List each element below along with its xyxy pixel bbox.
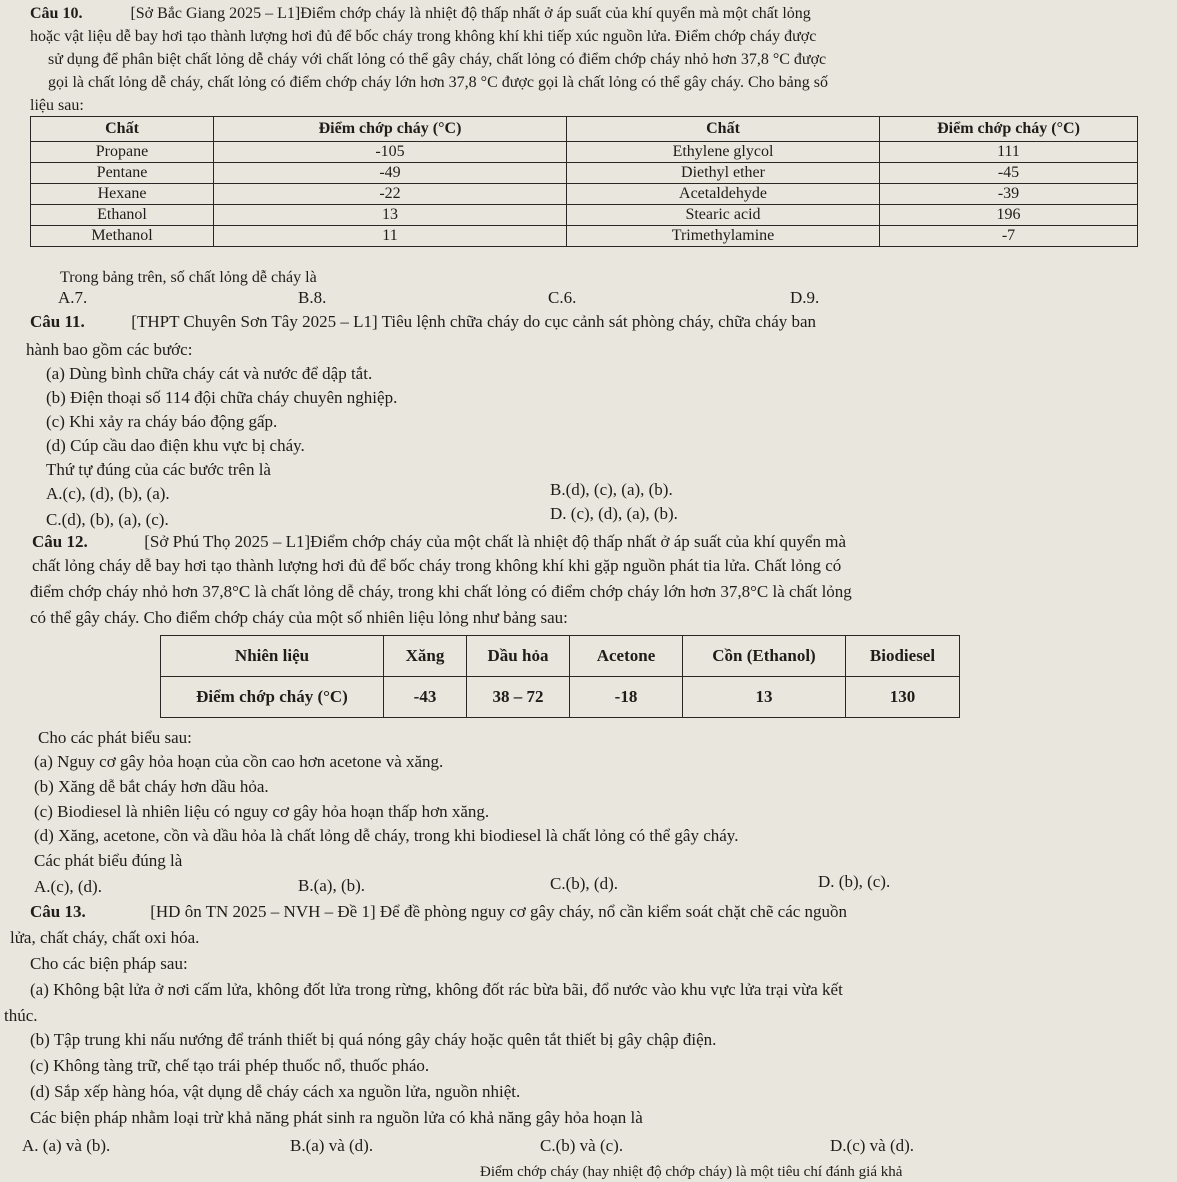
table-header-cell: Chất — [567, 117, 880, 142]
q13-intro-line1 — [30, 902, 847, 922]
q11-intro-line1 — [30, 312, 816, 332]
q12-item-a: (a) Nguy cơ gây hỏa hoạn của cồn cao hơn acetone và xăng. — [34, 752, 444, 771]
table-cell: -7 — [880, 226, 1138, 247]
q12-intro-line3: điểm chớp cháy nhỏ hơn 37,8°C là chất lỏng dễ cháy, trong khi chất lỏng có điểm chớp cháy lớn hơn 37,8°C là chất lỏng — [30, 582, 852, 601]
q12-option-d[interactable]: D. (b), (c). — [818, 872, 891, 891]
table-cell: 11 — [214, 226, 567, 247]
table-cell: 130 — [846, 677, 960, 718]
table-cell: -22 — [214, 184, 567, 205]
table-cell: 196 — [880, 205, 1138, 226]
q13-intro-line2: lửa, chất cháy, chất oxi hóa. — [10, 928, 200, 947]
q11-intro-text1: [THPT Chuyên Sơn Tây 2025 – L1] Tiêu lệnh chữa cháy do cục cảnh sát phòng cháy, chữa cháy ban — [131, 312, 817, 331]
q13-option-c[interactable]: C.(b) và (c). — [540, 1136, 624, 1155]
q11-item-b: (b) Điện thoại số 114 đội chữa cháy chuyên nghiệp. — [46, 388, 398, 407]
q13-item-b: (b) Tập trung khi nấu nướng để tránh thiết bị quá nóng gây cháy hoặc quên tắt thiết bị gây chập điện. — [30, 1030, 717, 1049]
q10-option-a[interactable]: A.7. — [58, 288, 88, 307]
q10-flashpoint-table — [30, 116, 1138, 247]
q13-item-a-line1: (a) Không bật lửa ở nơi cấm lửa, không đốt lửa trong rừng, không đốt rác bừa bãi, đổ nước vào khu vực lửa trại vừa kết — [30, 980, 843, 999]
q13-option-a[interactable]: A. (a) và (b). — [22, 1136, 111, 1155]
table-cell: Acetone — [570, 636, 683, 677]
q12-intro-line2: chất lỏng cháy dễ bay hơi tạo thành lượng hơi đủ để bốc cháy trong không khí khi gặp nguồn phát tia lửa. Chất lỏng có — [32, 556, 842, 575]
q12-item-c: (c) Biodiesel là nhiên liệu có nguy cơ gây hỏa hoạn thấp hơn xăng. — [34, 802, 490, 821]
q10-option-d[interactable]: D.9. — [790, 288, 820, 307]
q13-item-c: (c) Không tàng trữ, chế tạo trái phép thuốc nổ, thuốc pháo. — [30, 1056, 430, 1075]
q10-intro-text1: [Sở Bắc Giang 2025 – L1]Điểm chớp cháy là nhiệt độ thấp nhất ở áp suất của khí quyển mà một chất lỏng — [130, 5, 811, 22]
q12-option-a[interactable]: A.(c), (d). — [34, 877, 102, 896]
table-row — [31, 226, 1138, 247]
q10-question: Trong bảng trên, số chất lỏng dễ cháy là — [60, 269, 317, 286]
q10-option-c[interactable]: C.6. — [548, 288, 577, 307]
q10-intro-line4: gọi là chất lỏng dễ cháy, chất lỏng có điểm chớp cháy lớn hơn 37,8 °C được gọi là chất lỏng có thể gây cháy. Cho bảng số — [48, 74, 828, 91]
q13-option-d[interactable]: D.(c) và (d). — [830, 1136, 915, 1155]
table-cell: -39 — [880, 184, 1138, 205]
q11-item-c: (c) Khi xảy ra cháy báo động gấp. — [46, 412, 278, 431]
table-cell: Biodiesel — [846, 636, 960, 677]
table-cell: Diethyl ether — [567, 163, 880, 184]
table-cell: Trimethylamine — [567, 226, 880, 247]
q13-question: Các biện pháp nhằm loại trừ khả năng phát sinh ra nguồn lửa có khả năng gây hỏa hoạn là — [30, 1108, 643, 1127]
q10-intro-line1 — [30, 4, 811, 24]
table-cell: 13 — [214, 205, 567, 226]
table-cell: Cồn (Ethanol) — [683, 636, 846, 677]
table-header-cell: Chất — [31, 117, 214, 142]
table-row — [31, 142, 1138, 163]
q10-intro-line5: liệu sau: — [30, 97, 84, 114]
q12-option-c[interactable]: C.(b), (d). — [550, 874, 618, 893]
table-row — [31, 184, 1138, 205]
table-cell: Acetaldehyde — [567, 184, 880, 205]
q13-option-b[interactable]: B.(a) và (d). — [290, 1136, 374, 1155]
table-cell: Xăng — [384, 636, 467, 677]
q11-option-c[interactable]: C.(d), (b), (a), (c). — [46, 510, 169, 529]
q13-item-a-line2: thúc. — [4, 1006, 38, 1025]
q12-item-b: (b) Xăng dễ bắt cháy hơn dầu hỏa. — [34, 777, 269, 796]
table-row — [161, 677, 960, 718]
q13-intro-text1: [HD ôn TN 2025 – NVH – Đề 1] Để đề phòng nguy cơ gây cháy, nổ cần kiểm soát chặt chẽ các nguồn — [150, 902, 848, 921]
q12-number: Câu 12. — [32, 532, 88, 551]
table-cell: Propane — [31, 142, 214, 163]
table-cell: -43 — [384, 677, 467, 718]
q12-intro-line4: có thể gây cháy. Cho điểm chớp cháy của một số nhiên liệu lỏng như bảng sau: — [30, 608, 568, 627]
q11-option-a[interactable]: A.(c), (d), (b), (a). — [46, 484, 170, 503]
q13-prompt: Cho các biện pháp sau: — [30, 954, 188, 973]
table-header-cell: Điểm chớp cháy (°C) — [214, 117, 567, 142]
table-cell: Stearic acid — [567, 205, 880, 226]
q12-item-d: (d) Xăng, acetone, cồn và dầu hỏa là chất lỏng dễ cháy, trong khi biodiesel là chất lỏng có thể gây cháy. — [34, 826, 739, 845]
table-header-cell: Điểm chớp cháy (°C) — [880, 117, 1138, 142]
q10-option-b[interactable]: B.8. — [298, 288, 327, 307]
q11-option-b[interactable]: B.(d), (c), (a), (b). — [550, 480, 673, 499]
table-cell: 38 – 72 — [467, 677, 570, 718]
table-cell: -49 — [214, 163, 567, 184]
q10-intro-line2: hoặc vật liệu dễ bay hơi tạo thành lượng hơi đủ để bốc cháy trong không khí khi tiếp xúc nguồn lửa. Điểm chớp cháy được — [30, 28, 817, 45]
table-cell: Ethylene glycol — [567, 142, 880, 163]
table-cell: Methanol — [31, 226, 214, 247]
q12-fuel-table — [160, 635, 960, 718]
table-row — [31, 205, 1138, 226]
table-cell: Nhiên liệu — [161, 636, 384, 677]
q13-number: Câu 13. — [30, 902, 86, 921]
q12-option-b[interactable]: B.(a), (b). — [298, 876, 366, 895]
q13-item-d: (d) Sắp xếp hàng hóa, vật dụng dễ cháy cách xa nguồn lửa, nguồn nhiệt. — [30, 1082, 521, 1101]
table-cell: Pentane — [31, 163, 214, 184]
table-cell: -105 — [214, 142, 567, 163]
table-cell: -18 — [570, 677, 683, 718]
q11-question: Thứ tự đúng của các bước trên là — [46, 460, 271, 479]
q12-prompt: Cho các phát biểu sau: — [38, 728, 192, 747]
q12-intro-text1: [Sở Phú Thọ 2025 – L1]Điểm chớp cháy của một chất là nhiệt độ thấp nhất ở áp suất của khí quyển mà — [144, 532, 847, 551]
q12-intro-line1 — [32, 532, 846, 552]
q11-item-d: (d) Cúp cầu dao điện khu vực bị cháy. — [46, 436, 305, 455]
table-cell: Hexane — [31, 184, 214, 205]
q11-intro-line2: hành bao gồm các bước: — [26, 340, 193, 359]
next-question-cut-line: Điểm chớp cháy (hay nhiệt độ chớp cháy) là một tiêu chí đánh giá khả — [480, 1164, 903, 1180]
table-cell: 111 — [880, 142, 1138, 163]
table-header-row — [31, 117, 1138, 142]
table-row — [31, 163, 1138, 184]
q11-option-d[interactable]: D. (c), (d), (a), (b). — [550, 504, 678, 523]
table-row — [161, 636, 960, 677]
q10-number: Câu 10. — [30, 5, 83, 22]
q10-intro-line3: sử dụng để phân biệt chất lỏng dễ cháy với chất lỏng có thể gây cháy, chất lỏng có điểm chớp cháy nhỏ hơn 37,8 °C được — [48, 51, 827, 68]
table-cell: Ethanol — [31, 205, 214, 226]
q11-item-a: (a) Dùng bình chữa cháy cát và nước để dập tắt. — [46, 364, 373, 383]
q11-number: Câu 11. — [30, 312, 85, 331]
table-cell: 13 — [683, 677, 846, 718]
table-cell: -45 — [880, 163, 1138, 184]
table-cell: Điểm chớp cháy (°C) — [161, 677, 384, 718]
q12-question: Các phát biểu đúng là — [34, 851, 183, 870]
table-cell: Dầu hỏa — [467, 636, 570, 677]
